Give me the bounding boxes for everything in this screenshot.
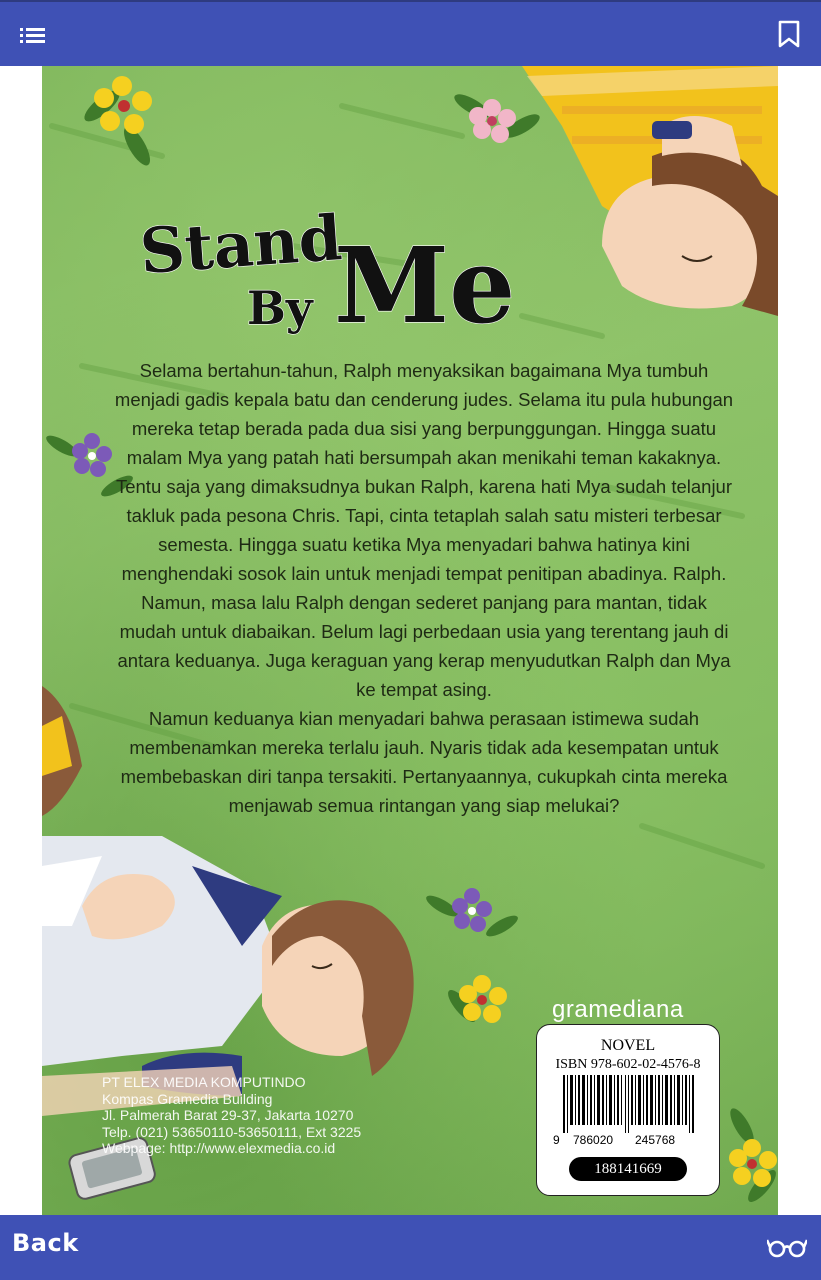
publisher-name: PT ELEX MEDIA KOMPUTINDO: [102, 1074, 306, 1090]
flower-yellow-topleft: [80, 76, 155, 169]
isbn-text: ISBN 978-602-02-4576-8: [555, 1057, 701, 1072]
publisher-web: Webpage: http://www.elexmedia.co.id: [102, 1140, 336, 1156]
isbn-barcode-box: [536, 1024, 720, 1196]
imprint-logo: gramediana: [552, 996, 684, 1023]
blurb-paragraph: Selama bertahun-tahun, Ralph menyaksikan bagaimana Mya tumbuh menjadi gadis kepala batu dan cenderung judes. Selama itu pula hubungan mereka tetap berada pada dua sisi yang berpunggungan. Hingga suatu malam Mya yang patah hati bersumpah akan menikahi teman kakaknya. Tentu saja yang dimaksudnya bukan Ralph, karena hati Mya sudah telanjur takluk pada pesona Chris. Tapi, cinta tetaplah salah satu misteri terbesar semesta. Hingga suatu ketika Mya menyadari bahwa hatinya kini menghendaki sosok lain untuk menjadi tempat penitipan abadinya. Ralph.: [114, 360, 734, 584]
back-button[interactable]: Back: [12, 1229, 79, 1257]
book-cover-page: [42, 66, 778, 1216]
table-of-contents-button[interactable]: [9, 11, 57, 59]
reading-mode-button[interactable]: [763, 1223, 811, 1271]
barcode-image: [563, 1075, 695, 1133]
cover-blurb: [114, 356, 734, 820]
glasses-icon: [767, 1235, 807, 1259]
barcode-digits-left: 786020: [573, 1133, 614, 1147]
publisher-building: Kompas Gramedia Building: [102, 1090, 273, 1107]
barcode-digit-first: 9: [553, 1133, 560, 1147]
blurb-paragraph: Namun, masa lalu Ralph dengan sederet panjang para mantan, tidak mudah untuk diabaikan. Belum lagi perbedaan usia yang terentang jauh di antara keduanya. Juga keraguan yang kerap menyudutkan Ralph dan Mya ke tempat asing.: [117, 592, 731, 700]
title-word-by: By: [247, 281, 313, 335]
flower-yellow-bottomright: [726, 1105, 778, 1206]
blurb-paragraph: Namun keduanya kian menyadari bahwa perasaan istimewa sudah membenamkan mereka terlalu jauh. Nyaris tidak ada kesempatan untuk membebaskan diri tanpa tersakiti. Pertanyaannya, cukupkah cinta mereka menjawab semua rintangan yang siap melukai?: [120, 708, 728, 816]
genre-label: NOVEL: [600, 1037, 656, 1054]
publisher-info: [102, 1074, 361, 1157]
top-app-bar: [0, 0, 821, 66]
flower-pink-top: [451, 90, 543, 143]
flower-purple-mid: [423, 888, 520, 940]
title-word-me: Me: [334, 224, 516, 347]
cover-title: [138, 201, 516, 347]
title-word-stand: Stand: [137, 201, 345, 289]
boy-illustration: [522, 66, 778, 316]
bottom-app-bar: [0, 1215, 821, 1280]
list-icon: [19, 25, 47, 45]
barcode-digits-right: 245768: [635, 1133, 676, 1147]
bookmark-button[interactable]: [765, 10, 813, 58]
publisher-phone: Telp. (021) 53650110-53650111, Ext 3225: [102, 1123, 362, 1140]
bookmark-icon: [777, 20, 801, 48]
flower-yellow-mid: [444, 975, 507, 1026]
publisher-address: Jl. Palmerah Barat 29-37, Jakarta 10270: [102, 1107, 354, 1123]
product-code-badge: 188141669: [569, 1157, 687, 1181]
